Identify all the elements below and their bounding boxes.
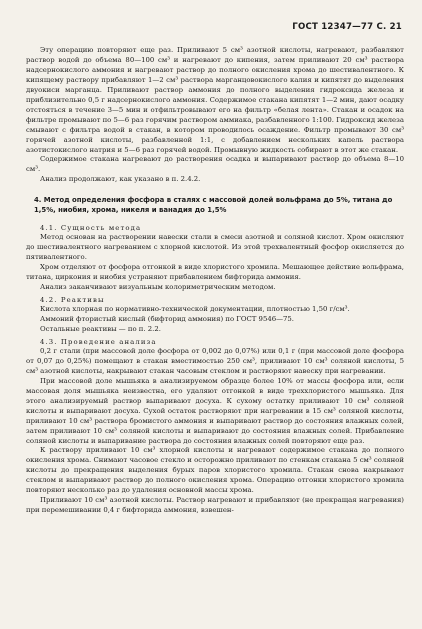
page-header: ГОСТ 12347—77 С. 21 [292, 22, 402, 32]
paragraph: К раствору приливают 10 см³ хлорной кислоты и нагревают содержимое стакана до полного окисления хрома. Снимают часовое стекло и осторожно приливают по стенкам стакана 5 см³ соляной кислоты до прекращения выделения бурых паров хлористого хромила. Стакан снова накрывают стеклом и выпаривают раствор до полного окисления хрома. Операцию отгонки хлористого хромила повторяют несколько раз до удаления основной массы хрома. [26, 446, 404, 495]
paragraph: Содержимое стакана нагревают до растворения осадка и выпаривают раствор до объема 8—10 см³. [26, 155, 404, 174]
paragraph: При массовой доле мышьяка в анализируемом образце более 10% от массы фосфора или, если массовая доля мышьяка неизвестна, его удаляют отгонкой в виде треххлористого мышьяка. Для этого анализируемый раствор выпаривают досуха. К сухому остатку приливают 10 см³ соляной кислоты и выпаривают досуха. Сухой остаток растворяют при нагревании в 15 см³ соляной кислоты, приливают 10 см³ раствора бромистого аммония и выпаривают раствор до состояния влажных солей, затем приливают 10 см³ соляной кислоты и выпаривают до состояния влажных солей. Прибавление соляной кислоты и выпаривание раствора до состояния влажных солей повторяют еще раз. [26, 376, 404, 445]
paragraph: Остальные реактивы — по п. 2.2. [40, 324, 161, 333]
paragraph: Эту операцию повторяют еще раз. Приливают 5 см³ азотной кислоты, нагревают, разбавляют раствор водой до объема 80—100 см³ и нагревают до кипения, затем приливают 20 см³ раствора надсернокислого аммония и нагревают раствор до полного окисления хрома до шестивалентного. К кипящему раствору прибавляют 1—2 см³ раствора марганцовокислого калия и кипятят до выделения двуокиси марганца. Приливают раствор аммония до полного выделения гидроксида железа и приблизительно 0,5 г надсернокислого аммония. Содержимое стакана кипятят 1—2 мин, дают осадку отстояться в течение 3—5 мин и отфильтровывают его на фильтр «белая лента». Стакан и осадок на фильтре промывают по 5—6 раз горячим раствором аммиака, разбавленного 1:100. Гидроксид железа смывают с фильтра водой в стакан, в котором проводилось осаждение. Фильтр промывают 30 см³ горячей азотной кислоты, разбавленной 1:1, с добавлением нескольких капель раствора азотистокислого натрия и 5—6 раз горячей водой. Промывную жидкость собирают в этот же стакан. [26, 46, 404, 154]
paragraph: Метод основан на растворении навески стали в смеси азотной и соляной кислот. Хром окисляют до шестивалентного нагреванием с хлорной кислотой. Из этой трехвалентный фосфор окисляется до пятивалентного. [26, 233, 404, 262]
paragraph: Аммоний фтористый кислый (бифторид аммония) по ГОСТ 9546—75. [40, 315, 294, 324]
section-title: 4. Метод определения фосфора в сталях с массовой долей вольфрама до 5%, титана до 1,5%, ниобия, хрома, никеля и ванадия до 1,5% [34, 196, 393, 215]
paragraph: 0,2 г стали (при массовой доле фосфора от 0,002 до 0,07%) или 0,1 г (при массовой доле фосфора от 0,07 до 0,25%) помещают в стакан вместимостью 250 см³, приливают 10 см³ соляной кислоты, 5 см³ азотной кислоты, накрывают стакан часовым стеклом и растворяют навеску при нагревании. [26, 346, 404, 375]
paragraph: Кислота хлорная по нормативно-технической документации, плотностью 1,50 г/см³. [40, 305, 350, 314]
subsection-heading: 4.3. Проведение анализа [40, 337, 157, 346]
paragraph: Анализ продолжают, как указано в п. 2.4.2. [40, 175, 201, 184]
subsection-heading: 4.1. Сущность метода [40, 224, 142, 233]
subsection-heading: 4.2. Реактивы [40, 296, 105, 305]
paragraph: Хром отделяют от фосфора отгонкой в виде хлористого хромила. Мешающее действие вольфрама, титана, циркония и ниобия устраняют прибавлением бифторида аммония. [26, 263, 404, 282]
page-body [26, 46, 404, 516]
paragraph: Анализ заканчивают визуальным колориметрическим методом. [40, 283, 276, 292]
paragraph: Приливают 10 см³ азотной кислоты. Раствор нагревают и прибавляют (не прекращая нагревания) при перемешивании 0,4 г бифторида аммония, взвешен- [26, 496, 404, 515]
